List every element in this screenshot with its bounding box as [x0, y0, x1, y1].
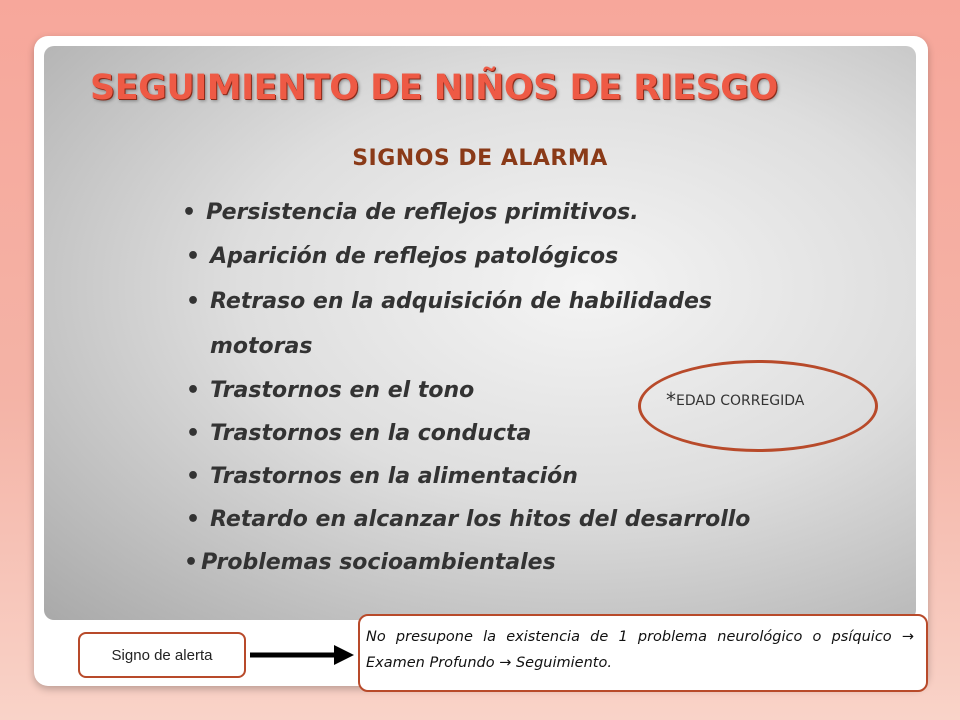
explanation-box: No presupone la existencia de 1 problema neurológico o psíquico → Examen Profundo → Seguimiento.: [358, 614, 928, 692]
bullet-icon: •: [186, 421, 201, 446]
edad-corregida-text: EDAD CORREGIDA: [676, 393, 805, 409]
list-item-text: Trastornos en la alimentación: [210, 464, 578, 489]
list-item: [186, 244, 618, 269]
signo-alerta-text: Signo de alerta: [111, 646, 213, 664]
list-item-continuation: [210, 334, 312, 359]
list-item: [186, 289, 712, 314]
bullet-icon: •: [182, 200, 197, 225]
list-item-text: Retraso en la adquisición de habilidades: [210, 289, 712, 314]
list-item: [182, 200, 639, 225]
bullet-icon: •: [186, 244, 201, 269]
list-item: [186, 464, 578, 489]
list-item-text: Aparición de reflejos patológicos: [210, 244, 619, 269]
list-item: [186, 421, 531, 446]
list-item-text: Persistencia de reflejos primitivos.: [206, 200, 639, 225]
list-item: [186, 378, 474, 403]
bullet-icon: •: [186, 507, 201, 532]
edad-corregida-label: [666, 388, 804, 412]
content-panel: [44, 46, 916, 620]
list-item-text: Retardo en alcanzar los hitos del desarrollo: [210, 507, 751, 532]
slide-title: SEGUIMIENTO DE NIÑOS DE RIESGO: [90, 68, 778, 108]
bullet-icon: •: [184, 550, 199, 575]
section-subtitle: SIGNOS DE ALARMA: [352, 146, 608, 171]
bullet-icon: •: [186, 289, 201, 314]
right-arrow-icon: [250, 642, 354, 668]
bullet-icon: •: [186, 378, 201, 403]
list-item-text: Trastornos en el tono: [210, 378, 475, 403]
asterisk: *: [666, 388, 676, 412]
list-item-text: Problemas socioambientales: [201, 550, 556, 575]
list-item-text: motoras: [210, 334, 313, 359]
bullet-icon: •: [186, 464, 201, 489]
list-item-text: Trastornos en la conducta: [210, 421, 532, 446]
list-item: [186, 507, 750, 532]
signo-alerta-box: [78, 632, 246, 678]
list-item: [184, 550, 556, 575]
